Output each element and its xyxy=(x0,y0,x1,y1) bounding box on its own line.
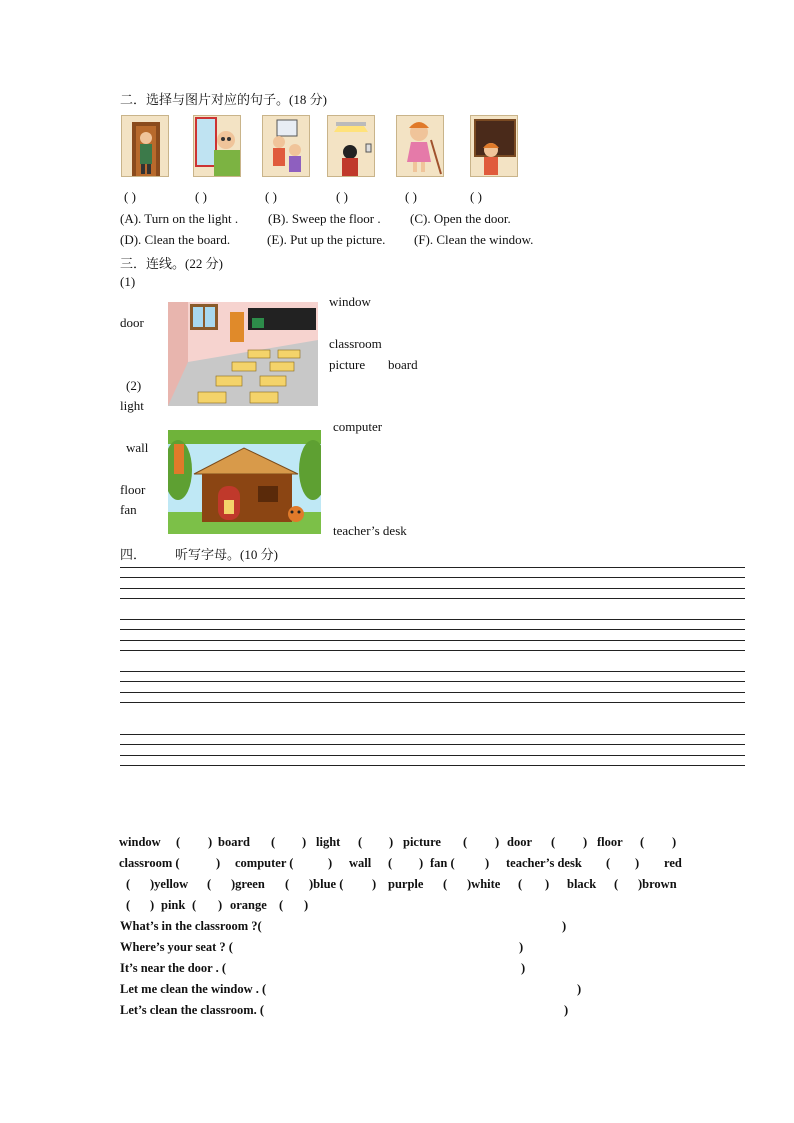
floor-sweeping-picture-icon xyxy=(396,115,444,177)
writing-line xyxy=(120,650,745,651)
paren-close: ) xyxy=(545,877,550,891)
word-wall[interactable]: wall xyxy=(126,440,149,455)
answer-blank-1[interactable]: ( ) xyxy=(124,189,136,204)
paren-close: ) xyxy=(216,856,221,870)
paren-open: ( xyxy=(614,877,619,891)
vocab-word: fan ( xyxy=(430,856,455,870)
picture-hanging-icon xyxy=(262,115,310,177)
answer-blank-2[interactable]: ( ) xyxy=(195,189,207,204)
vocab-word: )yellow xyxy=(150,877,189,891)
writing-line xyxy=(120,681,745,682)
part-1-label: (1) xyxy=(120,274,136,289)
paren-close: ) xyxy=(150,898,155,912)
vocab-word: purple xyxy=(388,877,424,891)
word-fan[interactable]: fan xyxy=(120,502,137,517)
sentence-3-close[interactable]: ) xyxy=(521,961,526,975)
paren-close: ) xyxy=(302,835,307,849)
vocab-word: )white xyxy=(467,877,501,891)
paren-close: ) xyxy=(372,877,377,891)
vocab-word: pink xyxy=(161,898,186,912)
vocab-word: board xyxy=(218,835,250,849)
answer-blank-6[interactable]: ( ) xyxy=(470,189,482,204)
paren-close: ) xyxy=(495,835,500,849)
answer-blank-5[interactable]: ( ) xyxy=(405,189,417,204)
sentence-3: It’s near the door . ( xyxy=(120,961,227,975)
writing-line xyxy=(120,692,745,693)
option-d: (D). Clean the board. xyxy=(120,232,231,247)
paren-close: ) xyxy=(635,856,640,870)
vocab-word: )green xyxy=(231,877,265,891)
writing-line xyxy=(120,640,745,641)
vocab-word: )brown xyxy=(638,877,677,891)
paren-close: ) xyxy=(672,835,677,849)
vocab-word: black xyxy=(567,877,597,891)
section-4-subtitle: 听写字母。(10 分) xyxy=(175,547,278,562)
vocab-word: computer ( xyxy=(235,856,294,870)
paren-open: ( xyxy=(192,898,197,912)
writing-line xyxy=(120,588,745,589)
section-3-title: 三．连线。(22 分) xyxy=(120,256,223,271)
paren-close: ) xyxy=(583,835,588,849)
sentence-1: What’s in the classroom ?( xyxy=(120,919,262,933)
word-window[interactable]: window xyxy=(329,294,371,309)
house-picture xyxy=(168,430,321,534)
sentence-2-close[interactable]: ) xyxy=(519,940,524,954)
option-a: (A). Turn on the light . xyxy=(120,211,239,226)
paren-open: ( xyxy=(443,877,448,891)
vocab-word: wall xyxy=(349,856,372,870)
paren-open: ( xyxy=(279,898,284,912)
light-switch-picture-icon xyxy=(327,115,375,177)
writing-line xyxy=(120,629,745,630)
word-computer[interactable]: computer xyxy=(333,419,383,434)
paren-open: ( xyxy=(285,877,290,891)
sentence-1-close[interactable]: ) xyxy=(562,919,567,933)
paren-open: ( xyxy=(126,898,131,912)
vocab-word: teacher’s desk xyxy=(506,856,582,870)
word-classroom[interactable]: classroom xyxy=(329,336,382,351)
writing-line xyxy=(120,765,745,766)
option-f: (F). Clean the window. xyxy=(414,232,534,247)
door-opening-picture-icon xyxy=(121,115,169,177)
paren-close: ) xyxy=(419,856,424,870)
word-floor[interactable]: floor xyxy=(120,482,146,497)
sentence-5-close[interactable]: ) xyxy=(564,1003,569,1017)
writing-line xyxy=(120,577,745,578)
option-c: (C). Open the door. xyxy=(410,211,511,226)
vocab-word: classroom ( xyxy=(119,856,180,870)
vocab-word: floor xyxy=(597,835,623,849)
writing-line xyxy=(120,702,745,703)
sentence-4: Let me clean the window . ( xyxy=(120,982,267,996)
vocab-word: window xyxy=(119,835,161,849)
board-cleaning-picture-icon xyxy=(470,115,518,177)
paren-open: ( xyxy=(271,835,276,849)
word-picture[interactable]: picture xyxy=(329,357,366,372)
paren-close: ) xyxy=(208,835,213,849)
word-teachers-desk[interactable]: teacher’s desk xyxy=(333,523,407,538)
vocab-word: orange xyxy=(230,898,267,912)
paren-close: ) xyxy=(218,898,223,912)
paren-close: ) xyxy=(389,835,394,849)
writing-line xyxy=(120,671,745,672)
paren-open: ( xyxy=(126,877,131,891)
paren-open: ( xyxy=(518,877,523,891)
writing-line xyxy=(120,567,745,568)
part-2-label: (2) xyxy=(126,378,142,393)
writing-line xyxy=(120,755,745,756)
paren-open: ( xyxy=(640,835,645,849)
word-board[interactable]: board xyxy=(388,357,418,372)
paren-open: ( xyxy=(606,856,611,870)
vocab-word: light xyxy=(316,835,341,849)
word-light[interactable]: light xyxy=(120,398,144,413)
vocab-word: door xyxy=(507,835,532,849)
paren-open: ( xyxy=(388,856,393,870)
paren-open: ( xyxy=(551,835,556,849)
paren-close: ) xyxy=(485,856,490,870)
writing-line xyxy=(120,734,745,735)
sentence-2: Where’s your seat ? ( xyxy=(120,940,233,954)
vocab-word: red xyxy=(664,856,682,870)
paren-open: ( xyxy=(358,835,363,849)
sentence-5: Let’s clean the classroom. ( xyxy=(120,1003,265,1017)
answer-blank-3[interactable]: ( ) xyxy=(265,189,277,204)
paren-open: ( xyxy=(207,877,212,891)
word-door[interactable]: door xyxy=(120,315,144,330)
writing-line xyxy=(120,744,745,745)
option-e: (E). Put up the picture. xyxy=(267,232,386,247)
paren-close: ) xyxy=(304,898,309,912)
writing-line xyxy=(120,598,745,599)
paren-open: ( xyxy=(176,835,181,849)
writing-line xyxy=(120,619,745,620)
classroom-picture xyxy=(168,302,318,406)
paren-open: ( xyxy=(463,835,468,849)
window-cleaning-picture-icon xyxy=(193,115,241,177)
vocab-word: picture xyxy=(403,835,441,849)
section-4-title: 四． xyxy=(120,547,147,562)
paren-close: ) xyxy=(328,856,333,870)
section-2-title: 二．选择与图片对应的句子。(18 分) xyxy=(120,92,327,107)
answer-blank-4[interactable]: ( ) xyxy=(336,189,348,204)
option-b: (B). Sweep the floor . xyxy=(268,211,381,226)
vocab-word: )blue ( xyxy=(309,877,344,891)
sentence-4-close[interactable]: ) xyxy=(577,982,582,996)
